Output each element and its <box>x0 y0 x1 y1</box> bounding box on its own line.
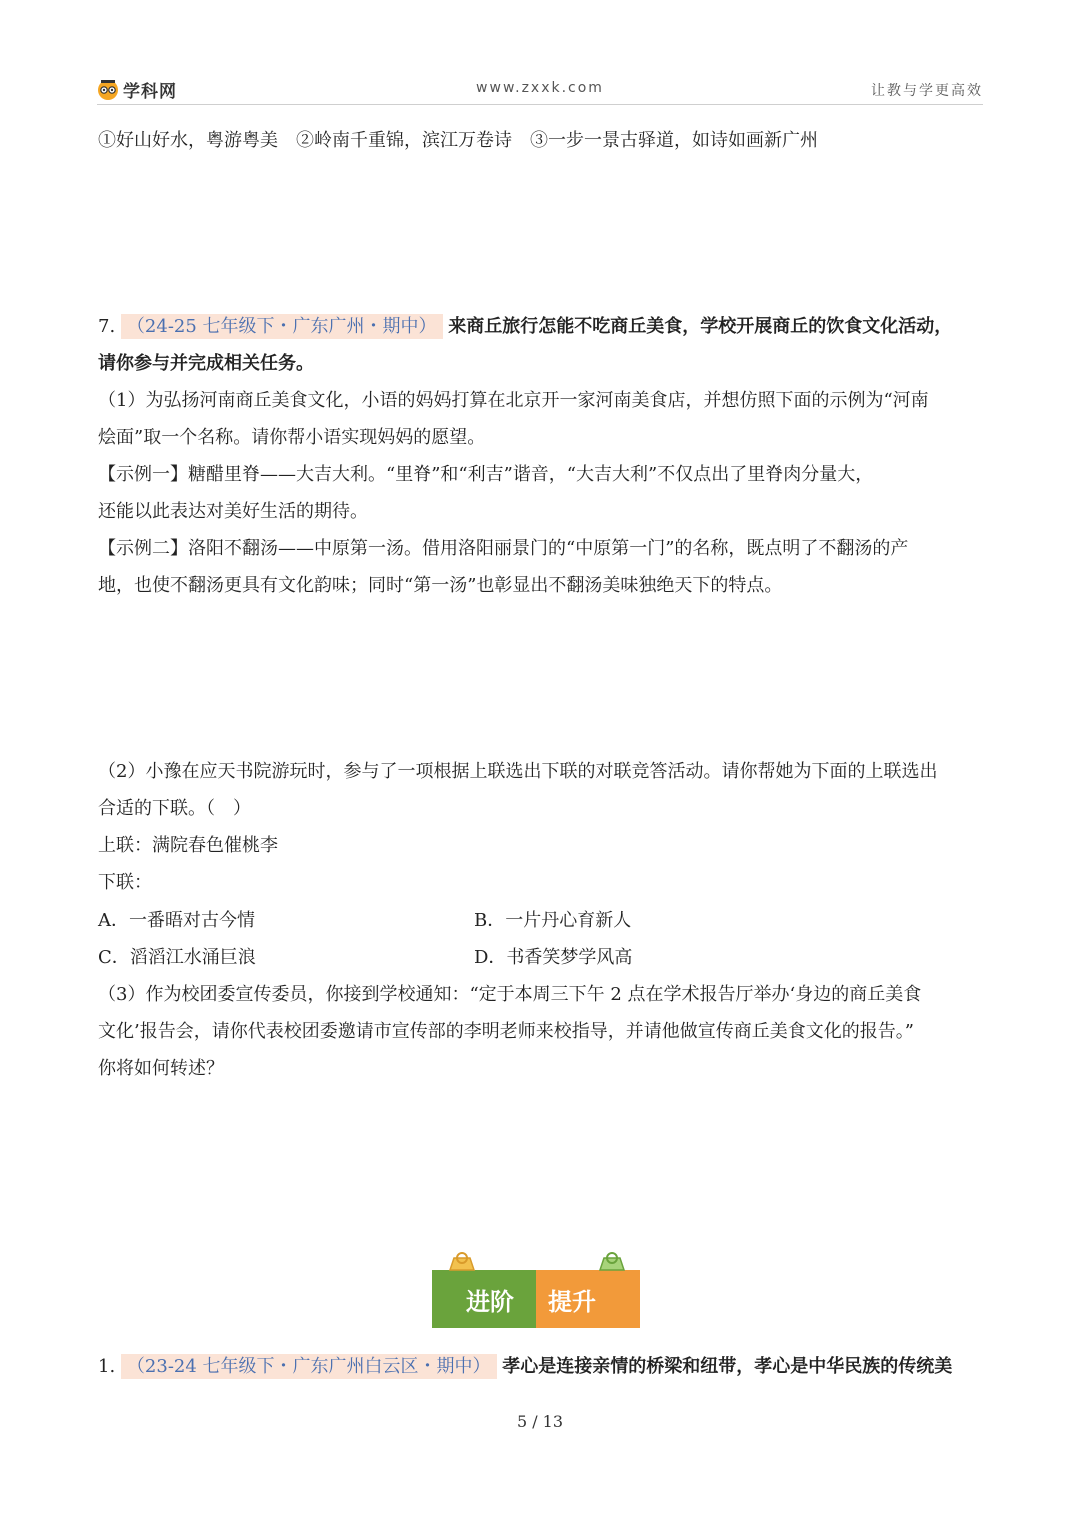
option-b[interactable]: B．一片丹心育新人 <box>474 910 632 931</box>
header-slogan: 让教与学更高效 <box>871 83 983 99</box>
prev-options-line: ①好山好水，粤游粤美 ②岭南千重锦，滨江万卷诗 ③一步一景古驿道，如诗如画新广州 <box>98 130 818 151</box>
binder-clip-right-icon <box>600 1253 624 1270</box>
page-header <box>97 72 983 105</box>
q1-source-tag: （23-24 七年级下・广东广州白云区・期中） <box>121 1354 497 1379</box>
page-number: 5 / 13 <box>516 1412 564 1431</box>
q7-stem: 来商丘旅行怎能不吃商丘美食，学校开展商丘的饮食文化活动， <box>448 316 953 337</box>
logo-text: 学科网 <box>123 81 177 102</box>
binder-clip-left-icon <box>450 1253 474 1270</box>
q7-sub3-cont2: 你将如何转述？ <box>98 1058 224 1079</box>
q7-stem-cont: 请你参与并完成相关任务。 <box>98 353 314 374</box>
q7-sub1-cont: 烩面”取一个名称。请你帮小语实现妈妈的愿望。 <box>98 427 486 448</box>
option-c[interactable]: C．滔滔江水涌巨浪 <box>98 947 256 968</box>
q7-example1-cont: 还能以此表达对美好生活的期待。 <box>98 501 368 522</box>
logo <box>97 76 177 102</box>
q7-source-tag: （24-25 七年级下・广东广州・期中） <box>121 314 443 339</box>
q7-example2-cont: 地，也使不翻汤更具有文化韵味；同时“第一汤”也彰显出不翻汤美味独绝天下的特点。 <box>98 575 783 596</box>
option-d[interactable]: D．书香笑梦学风高 <box>474 947 633 968</box>
q7-sub3-cont: 文化’报告会，请你代表校团委邀请市宣传部的李明老师来校指导，并请他做宣传商丘美食文化的报告。” <box>98 1021 914 1042</box>
q7-sub3: （3）作为校团委宣传委员，你接到学校通知：“定于本周三下午 2 点在学术报告厅举办‘身边的商丘美食 <box>98 984 922 1005</box>
section-badge-advanced <box>432 1252 640 1330</box>
q7-sub2-cont: 合适的下联。（ ） <box>98 798 251 819</box>
q7-number: 7. <box>98 316 116 337</box>
badge-left-text: 进阶 <box>466 1288 514 1316</box>
badge-right-text: 提升 <box>548 1288 596 1316</box>
option-a[interactable]: A．一番晤对古今情 <box>98 910 255 931</box>
couplet-upper: 上联：满院春色催桃李 <box>98 835 278 856</box>
q1-number: 1. <box>98 1356 116 1377</box>
q7-heading <box>98 312 952 342</box>
q7-sub2: （2）小豫在应天书院游玩时，参与了一项根据上联选出下联的对联竞答活动。请你帮她为下面的上联选出 <box>98 761 938 782</box>
q1-heading <box>98 1352 952 1382</box>
q7-example1: 【示例一】糖醋里脊——大吉大利。“里脊”和“利吉”谐音，“大吉大利”不仅点出了里脊肉分量大， <box>98 464 874 485</box>
q7-example2: 【示例二】洛阳不翻汤——中原第一汤。借用洛阳丽景门的“中原第一门”的名称，既点明了不翻汤的产 <box>98 538 909 559</box>
logo-owl-icon <box>97 78 119 100</box>
site-url[interactable]: www.zxxk.com <box>476 80 604 96</box>
couplet-lower: 下联： <box>98 872 152 893</box>
q7-sub1: （1）为弘扬河南商丘美食文化，小语的妈妈打算在北京开一家河南美食店，并想仿照下面的示例为“河南 <box>98 390 929 411</box>
q1-stem: 孝心是连接亲情的桥梁和纽带，孝心是中华民族的传统美 <box>502 1356 953 1377</box>
